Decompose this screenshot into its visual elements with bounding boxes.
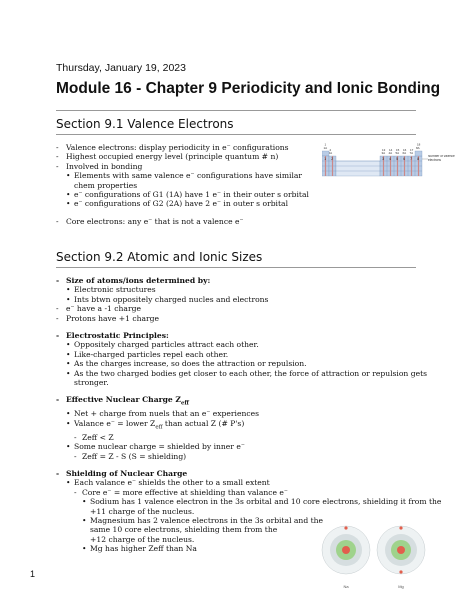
group-sublabel: 2A	[328, 151, 333, 155]
list-item: - Valence electrons: display periodicity in e⁻ configurations	[56, 143, 309, 152]
list-item: • As the two charged bodies get closer to each other, the force of attraction or repulsion gets	[56, 369, 441, 378]
list-item: - Zeff < Z	[56, 433, 441, 442]
list-item: - Core e⁻ = more effective at shielding than valance e⁻	[56, 488, 441, 497]
group-label: 18	[417, 142, 421, 147]
group-sublabel: 5A	[395, 151, 400, 155]
title-divider	[56, 110, 416, 111]
magnesium-caption: Mg	[398, 584, 404, 589]
list-item: • Some nuclear charge = shielded by inner e⁻	[56, 442, 441, 451]
list-item: - Shielding of Nuclear Charge	[56, 469, 441, 478]
valence-caption: Number of valence electrons	[428, 155, 455, 162]
list-item: - Zeff = Z - S (S = shielding)	[56, 452, 441, 461]
list-item: - e⁻ have a -1 charge	[56, 304, 441, 313]
group-sublabel: 6A	[402, 151, 407, 155]
list-item: • e⁻ configurations of G1 (1A) have 1 e⁻ in their outer s orbital	[56, 190, 309, 199]
valence-count: 1	[324, 157, 327, 161]
list-item-continuation: stronger.	[74, 378, 109, 388]
group-label: 2	[329, 148, 332, 152]
sodium-atom-diagram	[322, 526, 370, 574]
valence-count: 4	[389, 157, 392, 161]
group-label: 15	[396, 148, 400, 152]
sodium-caption: Na	[343, 584, 349, 589]
list-item: - Core electrons: any e⁻ that is not a valence e⁻	[56, 217, 309, 226]
magnesium-atom-diagram	[377, 526, 425, 574]
list-item: • Electronic structures	[56, 285, 441, 294]
valence-count: 6	[403, 157, 406, 161]
group-label: 1	[324, 142, 327, 147]
list-item: - Protons have +1 charge	[56, 314, 441, 323]
group-label: 14	[389, 148, 393, 152]
group-sublabel: 1A	[323, 146, 328, 150]
periodic-table-figure	[322, 142, 472, 196]
section-heading-9-2: Section 9.2 Atomic and Ionic Sizes	[56, 250, 263, 264]
list-item: • Each valance e⁻ shields the other to a small extent	[56, 478, 441, 487]
list-item: • Oppositely charged particles attract each other.	[56, 340, 441, 349]
atomic-shielding-figure	[316, 516, 436, 592]
list-item: • As the charges increase, so does the attraction or repulsion.	[56, 359, 441, 368]
list-item: • Sodium has 1 valence electron in the 3s orbital and 10 core electrons, shielding it from the	[56, 497, 441, 506]
list-item: • Magnesium has 2 valence electrons in the 3s orbital and the	[56, 516, 441, 525]
group-label: 16	[403, 148, 407, 152]
list-item-continuation: +12 charge of the nucleus.	[90, 534, 195, 544]
list-item-continuation: chem properties	[74, 180, 138, 190]
group-sublabel: 3A	[381, 151, 386, 155]
list-item: • Net + charge from nuels that an e⁻ experiences	[56, 409, 441, 418]
list-item: - Electrostatic Principles:	[56, 331, 441, 340]
valence-count: 5	[396, 157, 399, 161]
list-item: • e⁻ configurations of G2 (2A) have 2 e⁻ in outer s orbital	[56, 199, 309, 208]
list-item-continuation: same 10 core electrons, shielding them from the	[90, 525, 278, 535]
group-label: 13	[382, 148, 386, 152]
group-label: 17	[410, 148, 414, 152]
section-divider-9-2	[56, 267, 416, 268]
group-sublabel: 7A	[409, 151, 414, 155]
list-item: • Elements with same valence e⁻ configurations have similar	[56, 171, 309, 180]
list-item: • Like-charged particles repel each other.	[56, 350, 441, 359]
page-title: Module 16 - Chapter 9 Periodicity and Ionic Bonding	[56, 80, 441, 97]
list-item: • Mg has higher Zeff than Na	[56, 544, 441, 553]
section-9-1-notes	[56, 143, 309, 226]
group-sublabel: 4A	[388, 151, 393, 155]
section-heading-9-1: Section 9.1 Valence Electrons	[56, 117, 234, 131]
section-divider-9-1	[56, 134, 416, 135]
note-date: Thursday, January 19, 2023	[56, 62, 186, 74]
group-sublabel: 8A	[416, 146, 420, 150]
list-item: - Highest occupied energy level (principle quantum # n)	[56, 152, 309, 161]
valence-count: 2	[331, 157, 334, 161]
list-item: - Size of atoms/ions determined by:	[56, 276, 441, 285]
section-9-2-notes	[56, 276, 441, 554]
list-item: - Effective Nuclear Charge $Z_{eff}$	[56, 395, 441, 409]
valence-count: 8	[417, 157, 420, 161]
list-item-continuation: +11 charge of the nucleus.	[90, 506, 195, 516]
list-item: • Ints btwn oppositely charged nucles and electrons	[56, 295, 441, 304]
valence-count: 3	[382, 157, 385, 161]
list-item: - Involved in bonding	[56, 162, 309, 171]
list-item: • Valance e⁻ = lower $Z_{eff}$ than actual Z (# P's)	[56, 419, 441, 433]
page-number: 1	[30, 569, 36, 579]
valence-count: 7	[410, 157, 413, 161]
